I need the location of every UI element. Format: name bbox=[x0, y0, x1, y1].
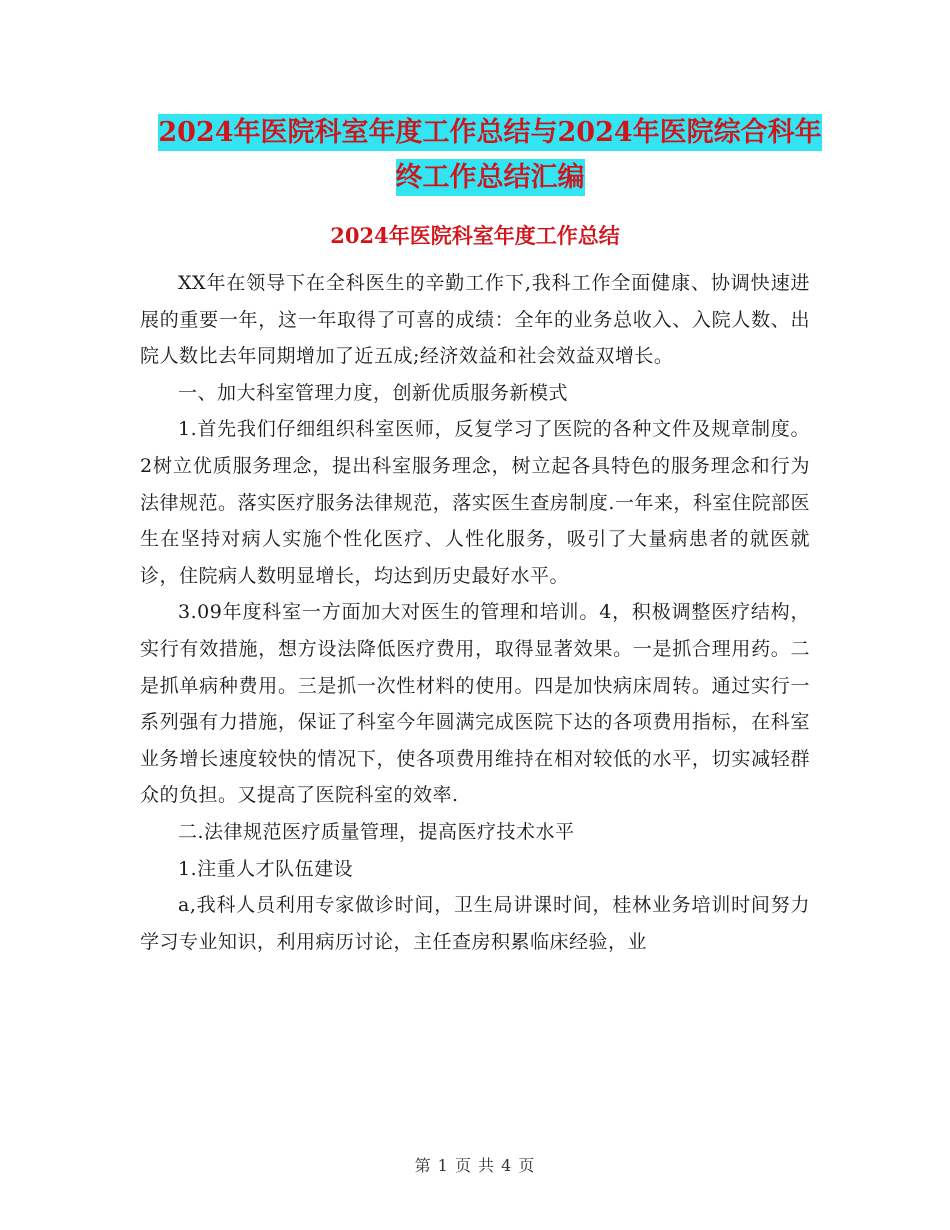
heading-section-2: 二.法律规范医疗质量管理，提高医疗技术水平 bbox=[178, 820, 575, 843]
paragraph-3: 3.09年度科室一方面加大对医生的管理和培训。4，积极调整医疗结构，实行有效措施，想方设法降低医疗费用，取得显著效果。一是抓合理用药。二是抓单病种费用。三是抓一次性材料的使用。四是加快病床周转。通过实行一系列强有力措施，保证了科室今年圆满完成医院下达的各项费用指标，在科室业务增长速度较快的情况下，使各项费用维持在相对较低的水平，切实减轻群众的负担。又提高了医院科室的效率. bbox=[140, 601, 810, 807]
title-line-1: 2024年医院科室年度工作总结与2024年医院综合科年 bbox=[158, 114, 821, 151]
heading-section-1: 一、加大科室管理力度，创新优质服务新模式 bbox=[178, 381, 569, 404]
section-title: 2024年医院科室年度工作总结 bbox=[330, 223, 620, 248]
subheading-talent: 1.注重人才队伍建设 bbox=[178, 857, 354, 880]
paragraph-a: a,我科人员利用专家做诊时间，卫生局讲课时间，桂林业务培训时间努力学习专业知识，利用病历讨论，主任查房积累临床经验，业 bbox=[140, 894, 810, 953]
document-body bbox=[140, 265, 810, 960]
page-number: 第 1 页 共 4 页 bbox=[414, 1156, 536, 1175]
paragraph-intro: XX年在领导下在全科医生的辛勤工作下,我科工作全面健康、协调快速进展的重要一年，这一年取得了可喜的成绩：全年的业务总收入、入院人数、出院人数比去年同期增加了近五成;经济效益和社会效益双增长。 bbox=[140, 272, 810, 368]
document-title bbox=[140, 110, 840, 200]
title-line-2: 终工作总结汇编 bbox=[396, 159, 585, 196]
paragraph-1: 1.首先我们仔细组织科室医师，反复学习了医院的各种文件及规章制度。2树立优质服务理念，提出科室服务理念，树立起各具特色的服务理念和行为法律规范。落实医疗服务法律规范，落实医生查房制度.一年来，科室住院部医生在坚持对病人实施个性化医疗、人性化服务，吸引了大量病患者的就医就诊，住院病人数明显增长，均达到历史最好水平。 bbox=[140, 418, 810, 587]
